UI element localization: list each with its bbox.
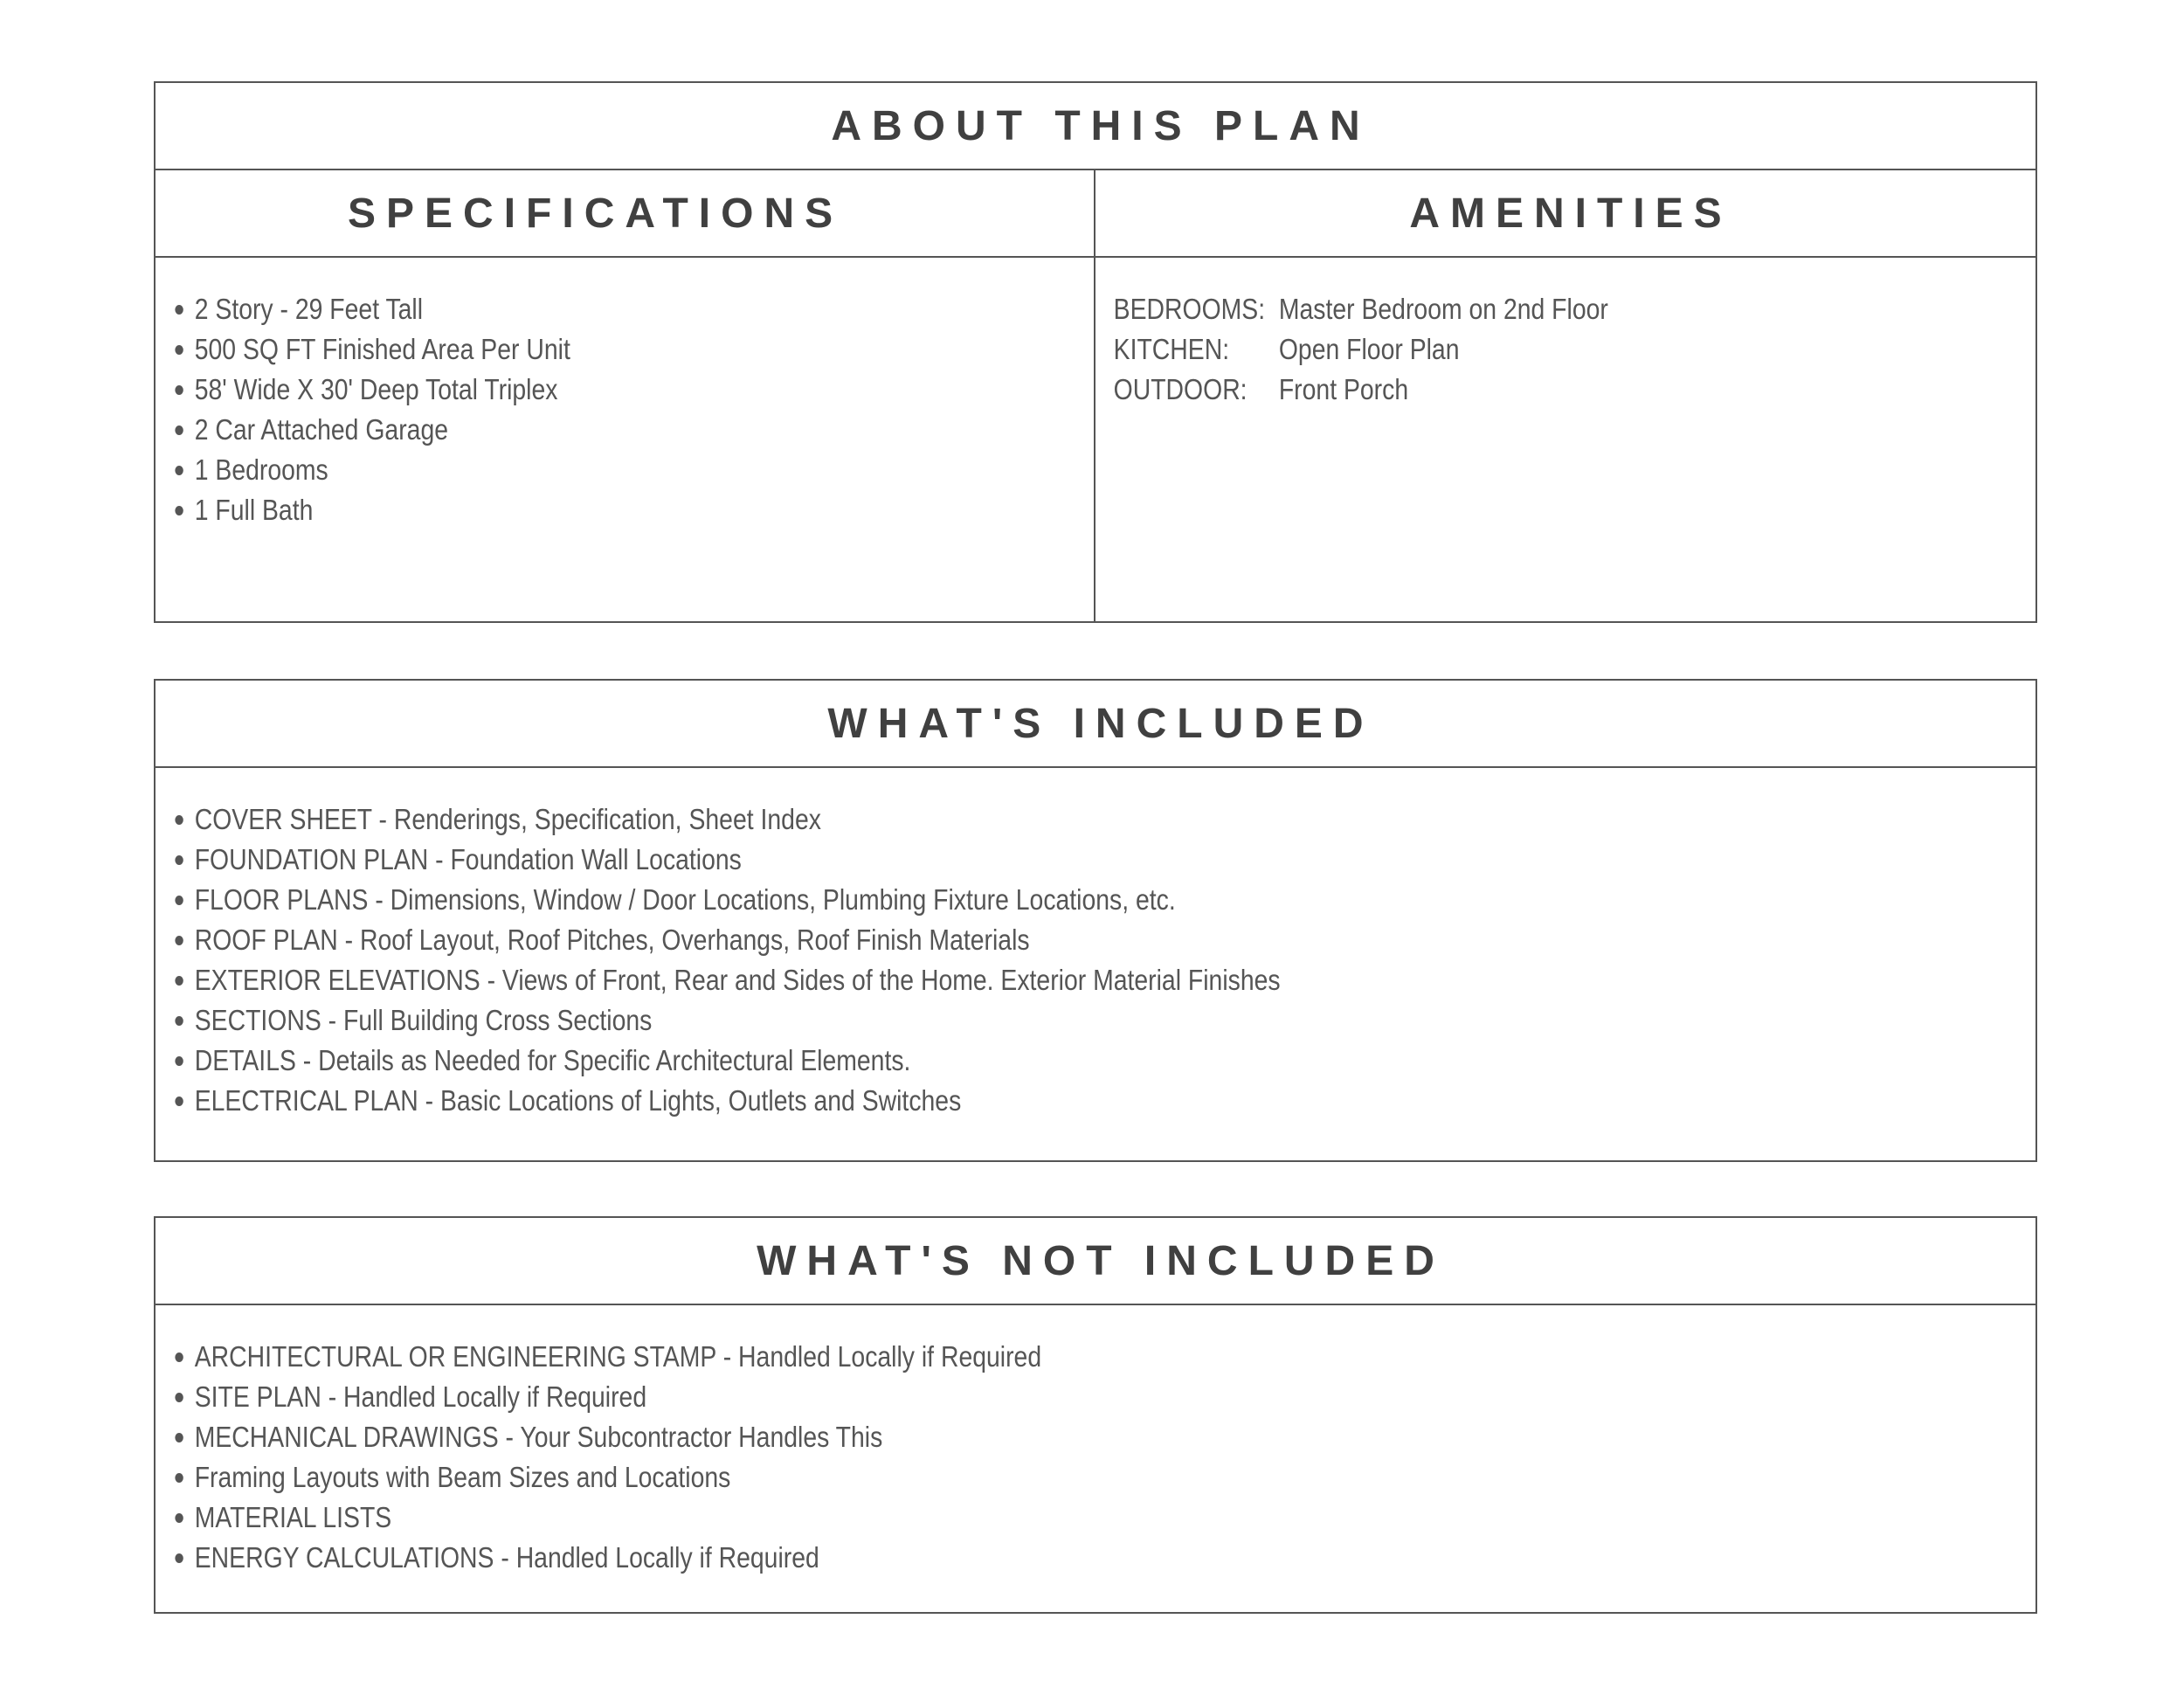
list-item: FLOOR PLANS - Dimensions, Window / Door Locations, Plumbing Fixture Locations, etc. xyxy=(175,880,1772,920)
whats-included-title: WHAT'S INCLUDED xyxy=(156,681,2035,768)
amenity-label: KITCHEN: xyxy=(1113,333,1230,365)
about-this-plan-section xyxy=(154,81,2037,623)
about-this-plan-title: ABOUT THIS PLAN xyxy=(156,83,2035,170)
list-item: DETAILS - Details as Needed for Specific Architectural Elements. xyxy=(175,1041,1772,1081)
list-item: 1 Bedrooms xyxy=(175,450,962,490)
whats-not-included-title: WHAT'S NOT INCLUDED xyxy=(156,1218,2035,1305)
list-item: SECTIONS - Full Building Cross Sections xyxy=(175,1000,1772,1041)
list-item: MECHANICAL DRAWINGS - Your Subcontractor Handles This xyxy=(175,1417,1772,1457)
list-item: ARCHITECTURAL OR ENGINEERING STAMP - Handled Locally if Required xyxy=(175,1337,1772,1377)
amenity-value: Open Floor Plan xyxy=(1278,333,1460,365)
list-item: COVER SHEET - Renderings, Specification, Sheet Index xyxy=(175,799,1772,840)
list-item: ELECTRICAL PLAN - Basic Locations of Lights, Outlets and Switches xyxy=(175,1081,1772,1121)
amenities-title: AMENITIES xyxy=(1095,170,2035,258)
list-item: 2 Car Attached Garage xyxy=(175,410,962,450)
amenity-value: Master Bedroom on 2nd Floor xyxy=(1278,293,1608,325)
list-item: EXTERIOR ELEVATIONS - Views of Front, Rear and Sides of the Home. Exterior Material Finishes xyxy=(175,960,1772,1000)
whats-included-section xyxy=(154,679,2037,1162)
list-item: FOUNDATION PLAN - Foundation Wall Locations xyxy=(175,840,1772,880)
list-item: MATERIAL LISTS xyxy=(175,1498,1772,1538)
amenity-value: Front Porch xyxy=(1278,373,1409,405)
list-item: ROOF PLAN - Roof Layout, Roof Pitches, Overhangs, Roof Finish Materials xyxy=(175,920,1772,960)
list-item: SITE PLAN - Handled Locally if Required xyxy=(175,1377,1772,1417)
whats-not-included-list xyxy=(156,1305,1773,1578)
amenity-label: BEDROOMS: xyxy=(1113,293,1266,325)
amenities-list xyxy=(1095,258,1904,410)
whats-included-list xyxy=(156,768,1773,1121)
list-item: 58' Wide X 30' Deep Total Triplex xyxy=(175,370,962,410)
list-item: ENERGY CALCULATIONS - Handled Locally if Required xyxy=(175,1538,1772,1578)
list-item: 500 SQ FT Finished Area Per Unit xyxy=(175,329,962,370)
whats-not-included-section xyxy=(154,1216,2037,1614)
specifications-title: SPECIFICATIONS xyxy=(156,170,1094,258)
specifications-list xyxy=(156,258,963,530)
list-item: 2 Story - 29 Feet Tall xyxy=(175,289,962,329)
amenity-row xyxy=(1114,289,1904,329)
specifications-column xyxy=(156,170,1095,621)
list-item: 1 Full Bath xyxy=(175,490,962,530)
amenity-row xyxy=(1114,329,1904,370)
list-item: Framing Layouts with Beam Sizes and Locations xyxy=(175,1457,1772,1498)
amenities-column xyxy=(1095,170,2035,621)
about-columns xyxy=(156,170,2035,621)
amenity-label: OUTDOOR: xyxy=(1113,373,1248,405)
amenity-row xyxy=(1114,370,1904,410)
